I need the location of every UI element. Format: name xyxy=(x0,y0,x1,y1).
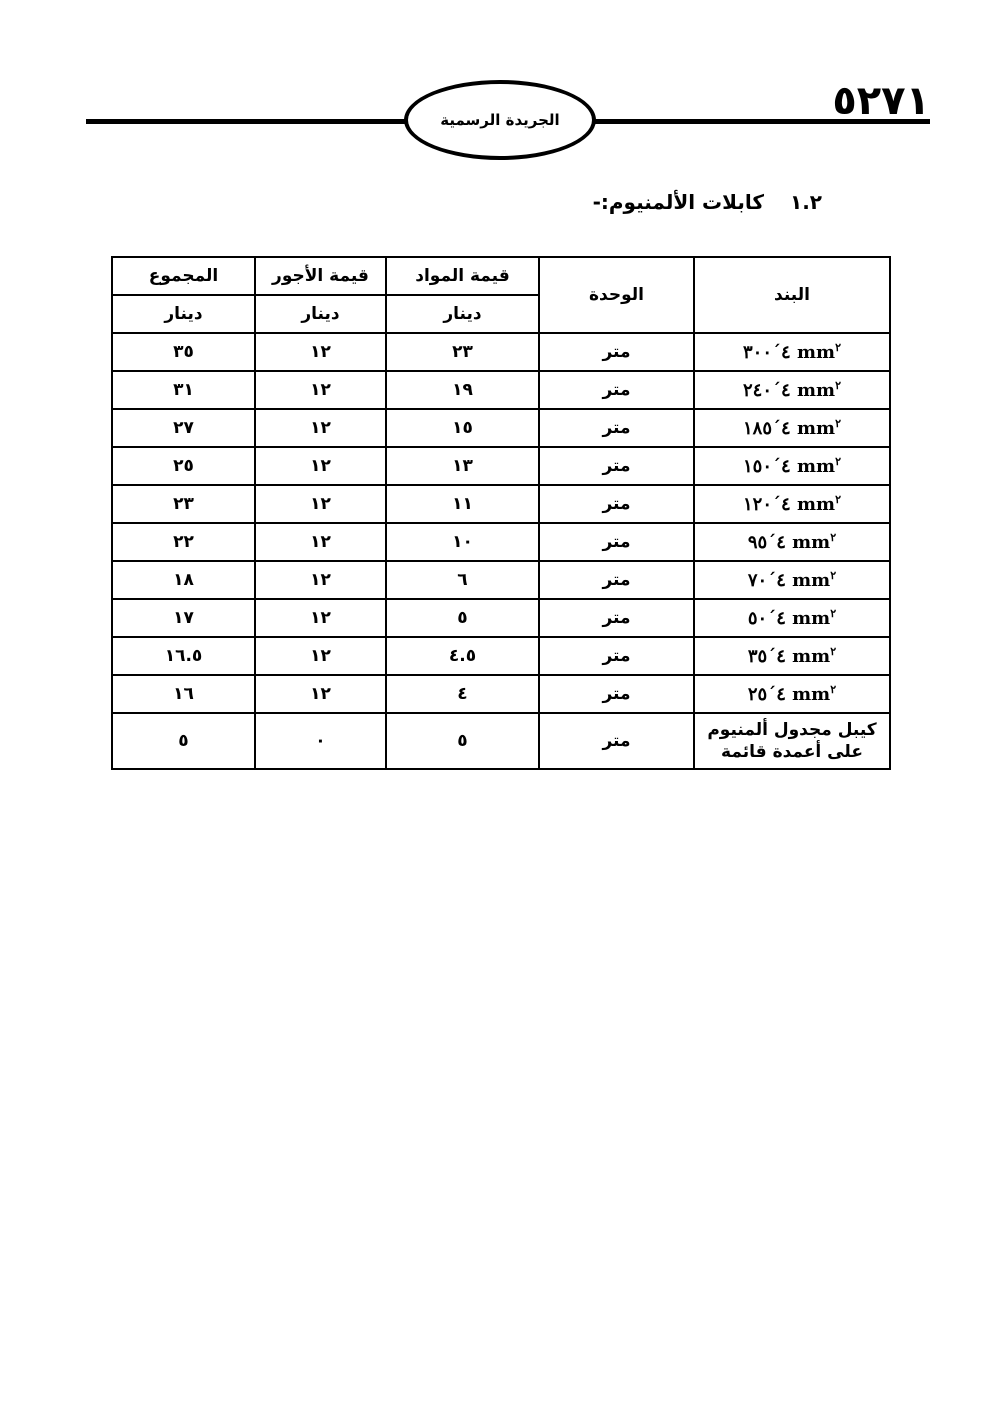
header-material-value: قيمة المواد xyxy=(386,257,539,295)
labor-cell: ١٢ xyxy=(255,371,386,409)
section-heading xyxy=(593,190,822,214)
material-cell: ٥ xyxy=(386,713,539,769)
labor-cell: ١٢ xyxy=(255,447,386,485)
item-cell xyxy=(694,713,890,769)
unit-cell: متر xyxy=(539,675,694,713)
labor-cell: ٠ xyxy=(255,713,386,769)
header-currency-total: دينار xyxy=(112,295,255,333)
header-total: المجموع xyxy=(112,257,255,295)
item-cell: ٤´١٨٥ $mm^٢$ xyxy=(694,409,890,447)
unit-cell: متر xyxy=(539,561,694,599)
material-cell: ١٩ xyxy=(386,371,539,409)
table-row xyxy=(112,371,890,409)
labor-cell: ١٢ xyxy=(255,333,386,371)
total-cell: ٣١ xyxy=(112,371,255,409)
item-cell: ٤´٣٠٠ $mm^٢$ xyxy=(694,333,890,371)
table-row xyxy=(112,333,890,371)
item-cell: ٤´١٥٠ $mm^٢$ xyxy=(694,447,890,485)
total-cell: ٢٧ xyxy=(112,409,255,447)
item-cell: ٤´١٢٠ $mm^٢$ xyxy=(694,485,890,523)
table-row xyxy=(112,675,890,713)
header-unit: الوحدة xyxy=(539,257,694,333)
gazette-title: الجريدة الرسمية xyxy=(440,111,560,129)
page-number: ٥٢٧١ xyxy=(832,78,930,124)
unit-cell: متر xyxy=(539,485,694,523)
item-line-1: كيبل مجدول ألمنيوم xyxy=(707,720,877,740)
labor-cell: ١٢ xyxy=(255,637,386,675)
total-cell: ١٨ xyxy=(112,561,255,599)
table-row xyxy=(112,523,890,561)
material-cell: ٢٣ xyxy=(386,333,539,371)
item-cell: ٤´٥٠ $mm^٢$ xyxy=(694,599,890,637)
material-cell: ٦ xyxy=(386,561,539,599)
total-cell: ٥ xyxy=(112,713,255,769)
header-item: البند xyxy=(694,257,890,333)
item-cell: ٤´٩٥ $mm^٢$ xyxy=(694,523,890,561)
item-cell: ٤´٣٥ $mm^٢$ xyxy=(694,637,890,675)
table-row xyxy=(112,485,890,523)
item-cell: ٤´٧٠ $mm^٢$ xyxy=(694,561,890,599)
table-row xyxy=(112,599,890,637)
labor-cell: ١٢ xyxy=(255,561,386,599)
price-table xyxy=(111,256,891,770)
table-row xyxy=(112,713,890,769)
header-currency-labor: دينار xyxy=(255,295,386,333)
total-cell: ١٦ xyxy=(112,675,255,713)
total-cell: ١٧ xyxy=(112,599,255,637)
unit-cell: متر xyxy=(539,447,694,485)
item-line-2: على أعمدة قائمة xyxy=(721,742,863,762)
table-row xyxy=(112,447,890,485)
table-row xyxy=(112,637,890,675)
unit-cell: متر xyxy=(539,371,694,409)
labor-cell: ١٢ xyxy=(255,599,386,637)
header-labor-value: قيمة الأجور xyxy=(255,257,386,295)
material-cell: ٤.٥ xyxy=(386,637,539,675)
material-cell: ١١ xyxy=(386,485,539,523)
unit-cell: متر xyxy=(539,333,694,371)
material-cell: ١٣ xyxy=(386,447,539,485)
gazette-title-oval xyxy=(404,80,596,160)
total-cell: ١٦.٥ xyxy=(112,637,255,675)
unit-cell: متر xyxy=(539,637,694,675)
material-cell: ٥ xyxy=(386,599,539,637)
section-title: كابلات الألمنيوم:- xyxy=(592,190,764,214)
material-cell: ٤ xyxy=(386,675,539,713)
header-currency-material: دينار xyxy=(386,295,539,333)
table-row xyxy=(112,409,890,447)
material-cell: ١٠ xyxy=(386,523,539,561)
labor-cell: ١٢ xyxy=(255,523,386,561)
item-cell: ٤´٢٤٠ $mm^٢$ xyxy=(694,371,890,409)
section-number: ١.٢ xyxy=(789,190,822,214)
labor-cell: ١٢ xyxy=(255,485,386,523)
unit-cell: متر xyxy=(539,599,694,637)
item-cell: ٤´٢٥ $mm^٢$ xyxy=(694,675,890,713)
total-cell: ٢٥ xyxy=(112,447,255,485)
labor-cell: ١٢ xyxy=(255,409,386,447)
total-cell: ٢٢ xyxy=(112,523,255,561)
total-cell: ٣٥ xyxy=(112,333,255,371)
labor-cell: ١٢ xyxy=(255,675,386,713)
unit-cell: متر xyxy=(539,713,694,769)
header-rule-left xyxy=(86,119,408,124)
table-row xyxy=(112,561,890,599)
total-cell: ٢٣ xyxy=(112,485,255,523)
material-cell: ١٥ xyxy=(386,409,539,447)
unit-cell: متر xyxy=(539,523,694,561)
unit-cell: متر xyxy=(539,409,694,447)
